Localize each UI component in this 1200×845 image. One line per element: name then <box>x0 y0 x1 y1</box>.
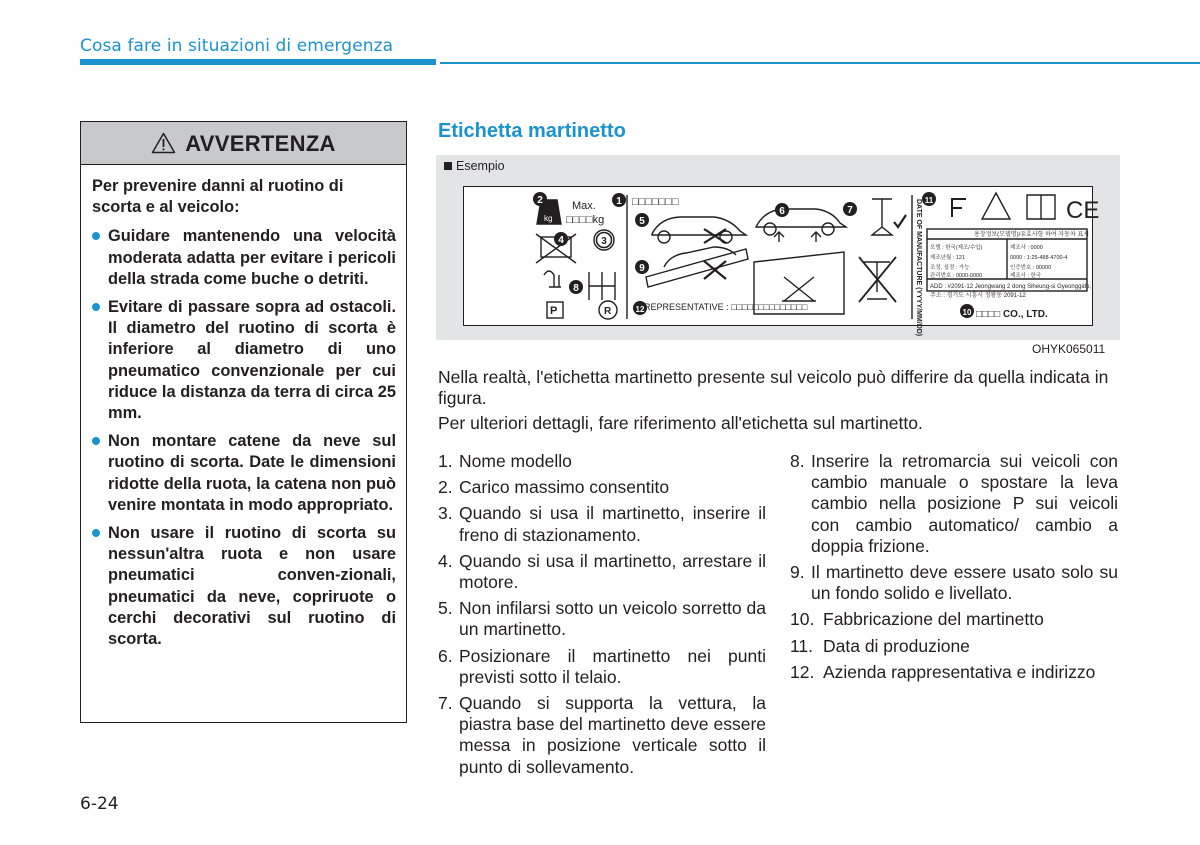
warning-triangle-icon <box>151 132 176 154</box>
label-korean-header: 용장정보(모델명)/유효사항 하여 자동차 표시 <box>974 232 1089 238</box>
label-info-row: 제조사 : 0000 <box>1010 245 1043 251</box>
label-r-symbol: R <box>604 306 612 317</box>
page-number: 6-24 <box>80 794 119 814</box>
label-address: ADD : #2091-12 Jeongwang 2 dong Siheung-si Gyeonggido, <box>930 284 1092 290</box>
list-item: 9. Il martinetto deve essere usato solo su un fondo solido e livellato. <box>790 562 1118 604</box>
bullet-icon <box>92 232 100 240</box>
list-item: 2. Carico massimo consentito <box>438 477 670 498</box>
list-item: 1. Nome modello <box>438 451 572 471</box>
label-info-row: 0000 : 1:25-488-4700-4 <box>1010 255 1068 261</box>
label-info-row: 제조사 : 한국 <box>1010 273 1042 279</box>
square-bullet-icon <box>444 162 452 170</box>
svg-text:9: 9 <box>639 263 645 274</box>
warning-list <box>92 226 396 650</box>
warning-item: Non montare catene da neve sul ruotino di scorta. Date le dimensioni ridotte della ruota, la catena non può venire montata in modo appropriato. <box>92 431 396 516</box>
bullet-icon <box>92 437 100 445</box>
label-info-row: 제조년월 : 121 <box>930 255 966 261</box>
svg-text:1: 1 <box>616 196 622 207</box>
figure-code: OHYK065011 <box>1032 342 1106 356</box>
note-paragraph: Nella realtà, l'etichetta martinetto presente sul veicolo può differire da quella indicata in figura. <box>438 367 1109 408</box>
label-company: □□□□ CO., LTD. <box>976 309 1048 320</box>
label-kg-unit: □□□□kg <box>566 214 605 226</box>
jack-label-svg <box>464 187 1100 337</box>
label-legend-left <box>438 451 766 783</box>
label-legend-right <box>790 451 1118 688</box>
svg-text:7: 7 <box>847 205 853 216</box>
label-info-row: 조정, 설정 : 가능 <box>930 265 970 271</box>
figure-caption: Esempio <box>444 159 505 173</box>
warning-item: Non usare il ruotino di scorta su nessun'altra ruota e non usare pneumatici conven-zionali, pneumatici da neve, copriruote o cerchi decorativi sul ruotino di scorta. <box>92 523 396 650</box>
list-item: 11. Data di produzione <box>790 635 970 656</box>
svg-text:12: 12 <box>635 305 645 314</box>
bullet-icon <box>92 529 100 537</box>
svg-text:4: 4 <box>558 235 564 246</box>
warning-item: Evitare di passare sopra ad ostacoli. Il diametro del ruotino di scorta è inferiore al diametro di uno pneumatico convenzionale per cui riduce la distanza da terra di circa 25 mm. <box>92 297 396 424</box>
list-item: 5. Non infilarsi sotto un veicolo sorretto da un martinetto. <box>438 598 766 640</box>
svg-text:5: 5 <box>639 216 645 227</box>
list-item: 4. Quando si usa il martinetto, arrestare il motore. <box>438 550 766 593</box>
svg-text:2: 2 <box>537 195 543 206</box>
list-item: 12. Azienda rappresentativa e indirizzo <box>790 661 1096 682</box>
list-item: 6. Posizionare il martinetto nei punti previsti sotto il telaio. <box>438 645 766 687</box>
label-model-boxes: □□□□□□□ <box>632 196 679 208</box>
jack-label-illustration <box>463 186 1100 337</box>
list-item: 7. Quando si supporta la vettura, la piastra base del martinetto deve essere messa in posizione verticale sotto il punto di sollevamento. <box>438 693 766 777</box>
label-address-kr: 주소 : 경기도 시흥시 정왕동 2091-12 <box>930 293 1026 299</box>
header-accent-bar <box>80 59 436 65</box>
list-item: 8. Inserire la retromarcia sui veicoli con cambio manuale o spostare la leva cambio nella posizione P sui veicoli con cambio automatico/ cambio a doppia frizione. <box>790 451 1118 556</box>
label-kg-badge: kg <box>544 214 553 223</box>
warning-body <box>81 165 406 650</box>
warning-box <box>80 121 407 723</box>
jack-label-figure <box>436 155 1120 340</box>
bullet-icon <box>92 303 100 311</box>
svg-text:6: 6 <box>779 206 785 217</box>
warning-heading: AVVERTENZA <box>185 131 336 156</box>
label-max-text: Max. <box>572 200 596 212</box>
list-item: 10. Fabbricazione del martinetto <box>790 609 1044 630</box>
svg-text:11: 11 <box>924 196 934 205</box>
warning-intro: Per prevenire danni al ruotino di scorta e al veicolo: <box>92 177 344 217</box>
label-info-row: 관리번호 : 0000-0000 <box>930 273 983 279</box>
warning-item: Guidare mantenendo una velocità moderata adatta per evitare i pericoli della strada come buche o detriti. <box>92 226 396 290</box>
svg-text:10: 10 <box>962 308 972 317</box>
label-date-vertical: DATE OF MANUFACTURE (YYYY/MM/DD) <box>915 199 922 337</box>
label-representative: REPRESENTATIVE : □□□□□□□□□□□□□□ <box>644 302 808 312</box>
svg-text:3: 3 <box>601 236 607 247</box>
label-ce-mark: CE <box>1066 197 1100 224</box>
label-kc-mark: K <box>950 217 951 218</box>
section-title: Etichetta martinetto <box>438 120 626 142</box>
label-info-row: 인증번호 : 00000 <box>1010 265 1052 271</box>
header-rule <box>440 62 1200 64</box>
label-info-row: 모델 : 한국(제조/수입) <box>930 245 983 251</box>
svg-text:8: 8 <box>573 283 579 294</box>
warning-header <box>81 122 406 165</box>
label-p-symbol: P <box>550 305 558 317</box>
chapter-title: Cosa fare in situazioni di emergenza <box>80 36 394 56</box>
reference-paragraph: Per ulteriori dettagli, fare riferimento all'etichetta sul martinetto. <box>438 413 923 433</box>
list-item: 3. Quando si usa il martinetto, inserire il freno di stazionamento. <box>438 503 766 545</box>
